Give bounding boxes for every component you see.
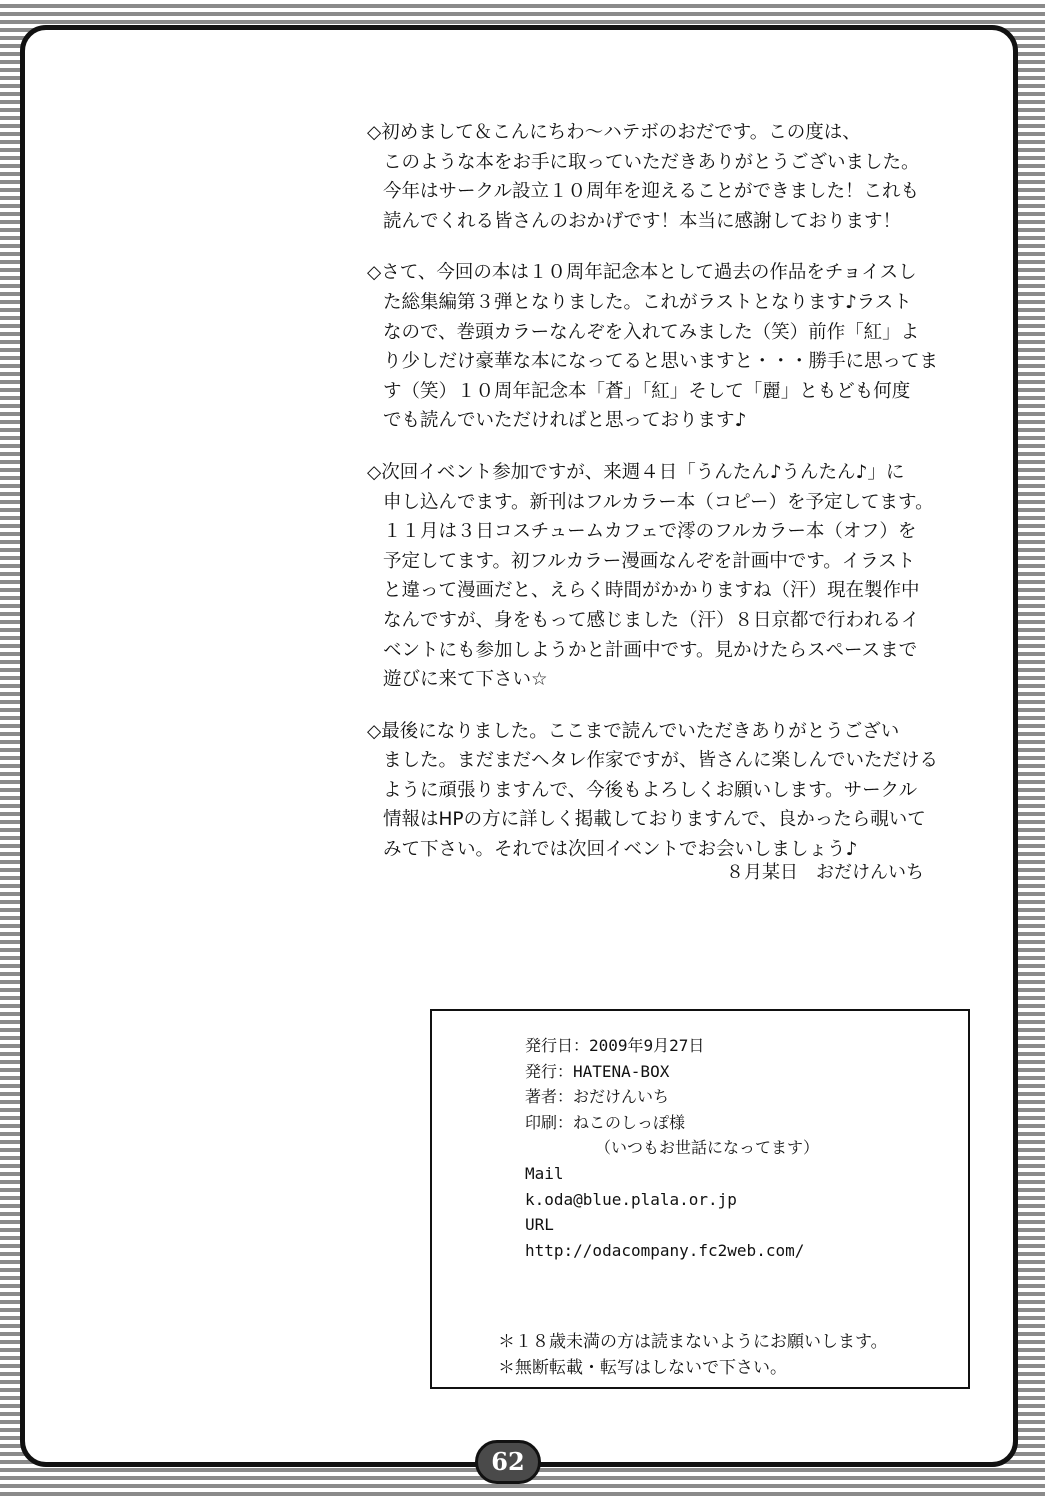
reproduction-warning: ＊無断転載・転写はしないで下さい。 xyxy=(498,1358,787,1378)
printer: 印刷：ねこのしっぽ様 xyxy=(525,1112,686,1132)
text-line: た総集編第３弾となりました。これがラストとなります♪ラスト xyxy=(383,291,912,313)
text-line: このような本をお手に取っていただきありがとうございました。 xyxy=(383,151,920,173)
text-line: 読んでくれる皆さんのおかげです！本当に感謝しております！ xyxy=(383,210,902,232)
afterword-paragraph-2 xyxy=(367,258,967,436)
text-line: ました。まだまだヘタレ作家ですが、皆さんに楽しんでいただける xyxy=(383,750,939,772)
mail-address: k.oda@blue.plala.or.jp xyxy=(525,1189,737,1209)
printer-note: （いつもお世話になってます） xyxy=(595,1138,820,1158)
text-line: と違って漫画だと、えらく時間がかかりますね（汗）現在製作中 xyxy=(383,580,920,602)
url-label: URL xyxy=(525,1215,554,1235)
text-line: り少しだけ豪華な本になってると思いますと・・・勝手に思ってま xyxy=(383,351,939,373)
text-line: 申し込んでます。新刊はフルカラー本（コピー）を予定してます。 xyxy=(383,491,934,513)
text-line: みて下さい。それでは次回イベントでお会いしましょう♪ xyxy=(383,839,858,861)
author: 著者：おだけんいち xyxy=(525,1087,670,1107)
colophon-box xyxy=(430,1009,970,1389)
text-line: ◇さて、今回の本は１０周年記念本として過去の作品をチョイスし xyxy=(367,262,917,284)
text-line: なんですが、身をもって感じました（汗）８日京都で行われるイ xyxy=(383,609,920,631)
issue-date: 発行日：2009年9月27日 xyxy=(525,1036,705,1055)
afterword xyxy=(367,118,967,887)
page-number: 62 xyxy=(475,1440,541,1484)
colophon-warnings xyxy=(498,1329,888,1381)
text-line: １１月は３日コスチュームカフェで澪のフルカラー本（オフ）を xyxy=(383,521,917,543)
text-line: 予定してます。初フルカラー漫画なんぞを計画中です。イラスト xyxy=(383,550,916,572)
afterword-paragraph-4 xyxy=(367,717,967,865)
text-line: ◇最後になりました。ここまで読んでいただきありがとうござい xyxy=(367,720,900,742)
text-line: ように頑張りますんで、今後もよろしくお願いします。サークル xyxy=(383,779,918,801)
url-address: http://odacompany.fc2web.com/ xyxy=(525,1240,805,1260)
text-line: ◇次回イベント参加ですが、来週４日「うんたん♪うんたん♪」に xyxy=(367,461,905,483)
publisher: 発行：HATENA-BOX xyxy=(525,1061,670,1081)
text-line: ◇初めまして＆こんにちわ～ハテボのおだです。この度は、 xyxy=(367,122,861,143)
text-line: 遊びに来て下さい☆ xyxy=(383,669,548,691)
text-line: 情報はHPの方に詳しく掲載しておりますんで、良かったら覗いて xyxy=(383,809,926,831)
text-line: でも読んでいただければと思っております♪ xyxy=(383,410,747,432)
text-line: す（笑）１０周年記念本「蒼」「紅」そして「麗」ともども何度 xyxy=(383,380,911,402)
afterword-paragraph-3 xyxy=(367,458,967,695)
afterword-paragraph-1 xyxy=(367,118,967,236)
age-warning: ＊１８歳未満の方は読まないようにお願いします。 xyxy=(498,1332,888,1352)
text-line: ベントにも参加しようかと計画中です。見かけたらスペースまで xyxy=(383,639,918,661)
text-line: なので、巻頭カラーなんぞを入れてみました（笑）前作「紅」よ xyxy=(383,321,920,343)
signature: ８月某日 おだけんいち xyxy=(726,862,924,883)
text-line: 今年はサークル設立１０周年を迎えることができました！これも xyxy=(383,181,919,203)
colophon-details xyxy=(525,1033,819,1263)
mail-label: Mail xyxy=(525,1163,564,1183)
